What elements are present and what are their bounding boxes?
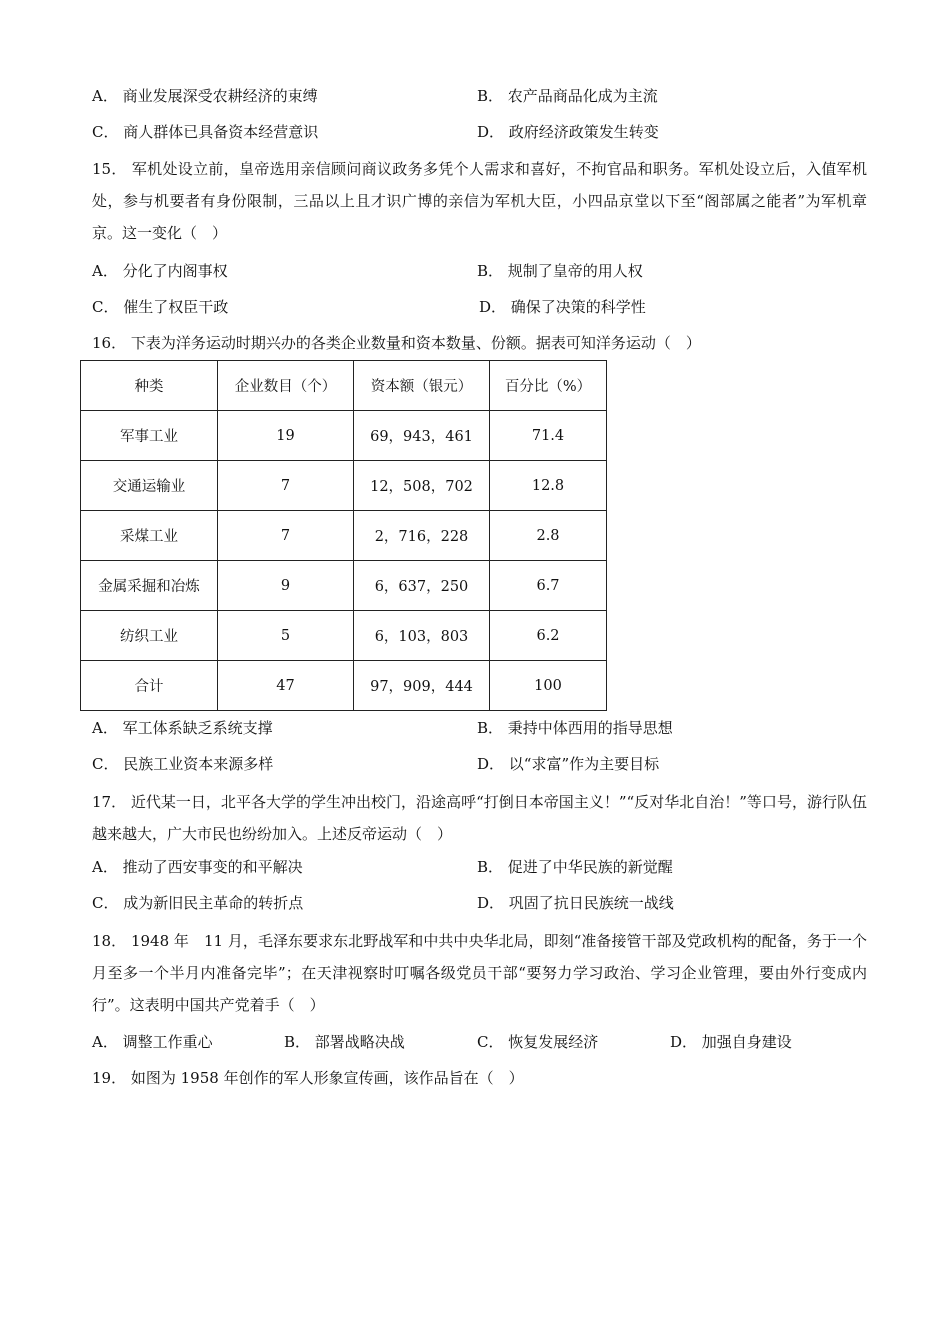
q14-option-b[interactable]: B． 农产品商品化成为主流 [477,87,658,105]
q15-stem: 15． 军机处设立前，皇帝选用亲信顾问商议政务多凭个人需求和喜好，不拘官品和职务。军机处设立后，入值军机处，参与机要者有身份限制，三品以上且才识广博的亲信为军机大臣，小四品京堂以下至“阁部属之能者”为军机章京。这一变化（ ） [92,160,867,242]
table-cell: 7 [218,461,354,511]
table-cell: 47 [218,661,354,711]
q15-option-d[interactable]: D． 确保了决策的科学性 [479,298,646,316]
q17-option-d[interactable]: D． 巩固了抗日民族统一战线 [477,894,674,912]
table-cell: 9 [218,561,354,611]
table-cell: 合计 [81,661,218,711]
q18-stem: 18． 1948 年 11 月，毛泽东要求东北野战军和中共中央华北局，即刻“准备接管干部及党政机构的配备，务于一个月至多一个半月内准备完毕”；在天津视察时叮嘱各级党员干部“要努力学习政治、学习企业管理，要由外行变成内行”。这表明中国共产党着手（ ） [92,932,867,1014]
q18-option-row [92,1032,872,1052]
table-header-cell: 百分比（%） [490,361,607,411]
q19-stem: 19． 如图为 1958 年创作的军人形象宣传画，该作品旨在（ ） [92,1069,524,1087]
q16-option-row-1 [92,718,872,738]
table-row [81,561,607,611]
q16-stem: 16． 下表为洋务运动时期兴办的各类企业数量和资本数量、份额。据表可知洋务运动（ ） [92,334,701,352]
table-cell: 7 [218,511,354,561]
table-row [81,611,607,661]
q17-stem: 17． 近代某一日，北平各大学的学生冲出校门，沿途高呼“打倒日本帝国主义！”“反对华北自治！”等口号，游行队伍越来越大，广大市民也纷纷加入。上述反帝运动（ ） [92,793,867,843]
table-cell: 军事工业 [81,411,218,461]
q14-option-row-1 [92,86,872,106]
q18-option-a[interactable]: A． 调整工作重心 [92,1033,213,1051]
q18-option-d[interactable]: D． 加强自身建设 [670,1033,792,1051]
q17-option-b[interactable]: B． 促进了中华民族的新觉醒 [477,858,673,876]
q16-option-d[interactable]: D． 以“求富”作为主要目标 [477,755,660,773]
q14-option-a[interactable]: A． 商业发展深受农耕经济的束缚 [92,87,318,105]
q17-option-a[interactable]: A． 推动了西安事变的和平解决 [92,858,303,876]
q15-option-b[interactable]: B． 规制了皇帝的用人权 [477,262,643,280]
table-cell: 6，637，250 [354,561,490,611]
table-cell: 2，716，228 [354,511,490,561]
table-row [81,461,607,511]
table-cell: 100 [490,661,607,711]
table-row [81,661,607,711]
table-cell: 交通运输业 [81,461,218,511]
table-header-cell: 种类 [81,361,218,411]
table-cell: 金属采掘和冶炼 [81,561,218,611]
q14-option-d[interactable]: D． 政府经济政策发生转变 [477,123,659,141]
q16-option-c[interactable]: C． 民族工业资本来源多样 [92,755,274,773]
q15-option-c[interactable]: C． 催生了权臣干政 [92,298,229,316]
q18-option-c[interactable]: C． 恢复发展经济 [477,1033,599,1051]
table-header-row [81,361,607,411]
enterprise-table [80,360,607,711]
q16-option-b[interactable]: B． 秉持中体西用的指导思想 [477,719,673,737]
table-cell: 2.8 [490,511,607,561]
q17-option-row-2 [92,893,872,913]
table-cell: 6.7 [490,561,607,611]
table-cell: 69，943，461 [354,411,490,461]
table-cell: 6.2 [490,611,607,661]
table-cell: 12.8 [490,461,607,511]
q17-option-row-1 [92,857,872,877]
q14-option-c[interactable]: C． 商人群体已具备资本经营意识 [92,123,319,141]
table-cell: 97，909，444 [354,661,490,711]
table-cell: 19 [218,411,354,461]
table-header-cell: 企业数目（个） [218,361,354,411]
q15-option-a[interactable]: A． 分化了内阁事权 [92,262,228,280]
q15-option-row-2 [92,297,872,317]
table-cell: 5 [218,611,354,661]
q16-option-a[interactable]: A． 军工体系缺乏系统支撑 [92,719,273,737]
table-cell: 6，103，803 [354,611,490,661]
q18-option-b[interactable]: B． 部署战略决战 [284,1033,405,1051]
table-cell: 采煤工业 [81,511,218,561]
table-cell: 12，508，702 [354,461,490,511]
q14-option-row-2 [92,122,872,142]
table-header-cell: 资本额（银元） [354,361,490,411]
q15-option-row-1 [92,261,872,281]
table-cell: 71.4 [490,411,607,461]
q16-option-row-2 [92,754,872,774]
table-row [81,411,607,461]
table-cell: 纺织工业 [81,611,218,661]
table-row [81,511,607,561]
q17-option-c[interactable]: C． 成为新旧民主革命的转折点 [92,894,304,912]
